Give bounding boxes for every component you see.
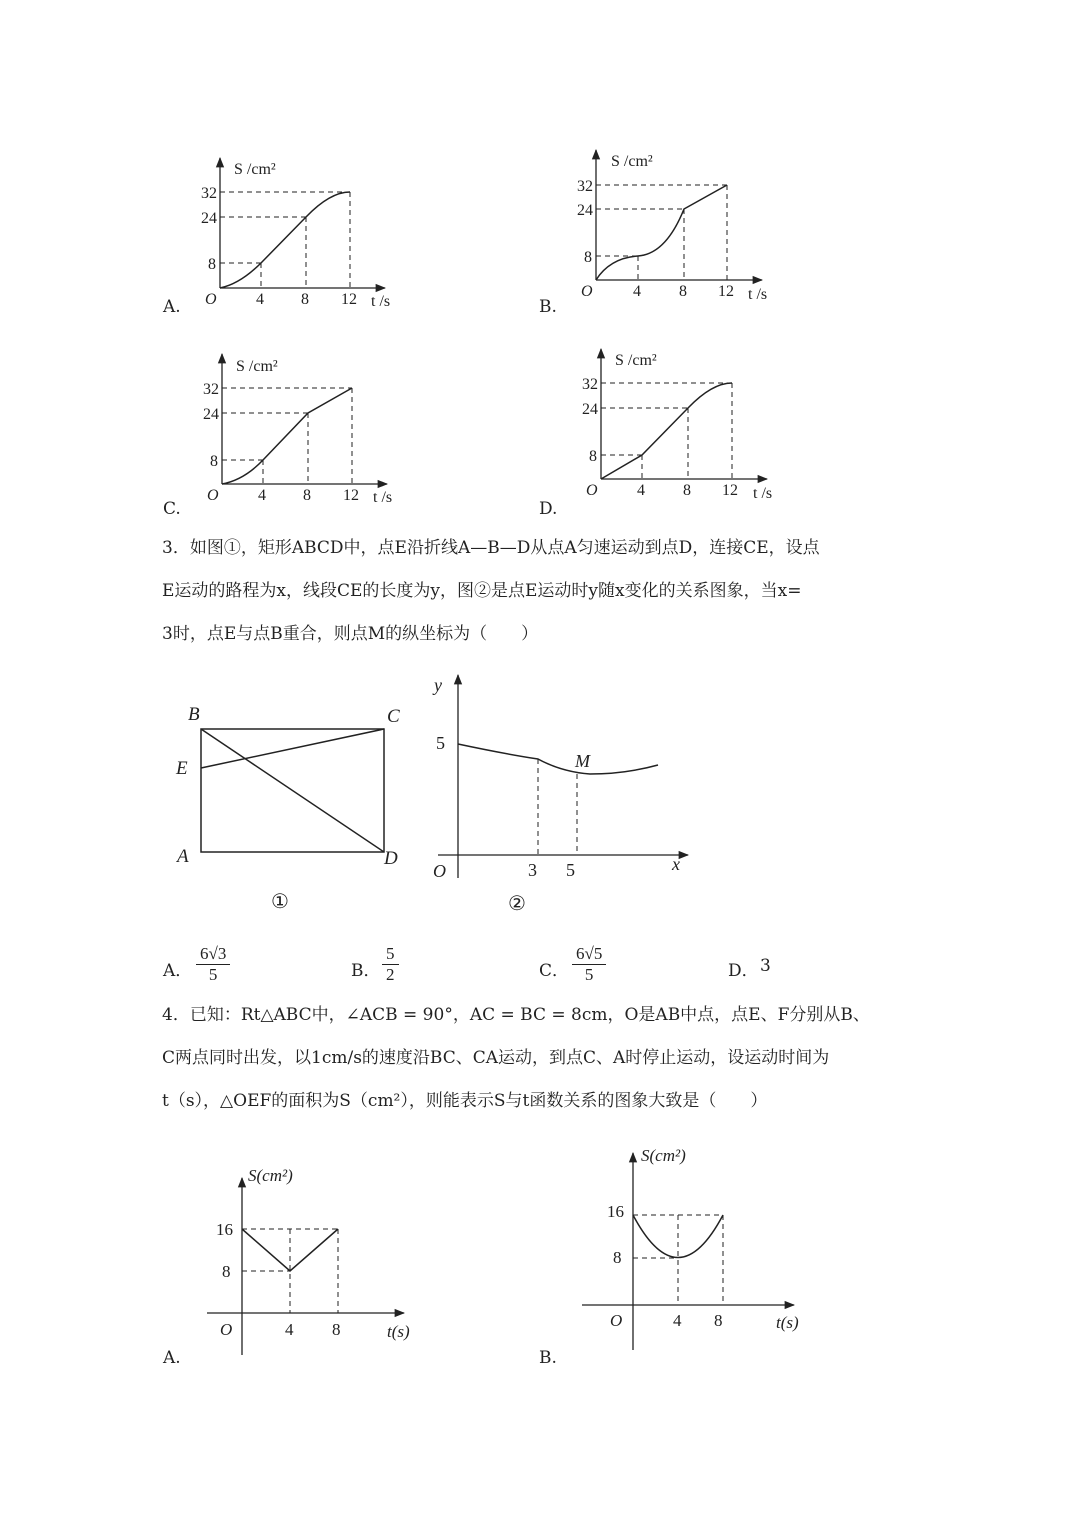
q2d-tick-x-8: 8 (683, 482, 691, 499)
q3-option-c-numerator: 6√5 (572, 944, 606, 965)
q3-label-E: E (176, 758, 188, 779)
q2-option-a-letter: A. (163, 297, 181, 317)
q3-option-a-numerator: 6√3 (196, 944, 230, 965)
q3-option-b-letter: B． (351, 961, 381, 981)
q2d-tick-y-32: 32 (582, 376, 598, 393)
q2a-tick-x-12: 12 (341, 291, 357, 308)
q3-label-B: B (188, 704, 200, 725)
q2b-tick-y-8: 8 (584, 249, 592, 266)
q2a-tick-x-4: 4 (256, 291, 264, 308)
q4b-xlabel: t(s) (776, 1313, 799, 1332)
q3-label-C: C (387, 706, 400, 727)
q3-label-D: D (384, 848, 398, 869)
q2c-tick-x-8: 8 (303, 487, 311, 504)
q2-option-c-letter: C. (163, 499, 181, 519)
q3-option-a-letter: A． (163, 961, 193, 981)
q4b-ylabel: S(cm²) (641, 1146, 686, 1165)
q2a-tick-y-24: 24 (201, 210, 217, 227)
q2d-tick-x-12: 12 (722, 482, 738, 499)
q2d-tick-x-4: 4 (637, 482, 645, 499)
q4a-tick-16: 16 (216, 1220, 233, 1239)
q4b-origin: O (610, 1311, 623, 1330)
q2a-ylabel: S /cm² (234, 161, 276, 178)
q4a-ylabel: S(cm²) (248, 1166, 293, 1185)
q3-fig2-graph (438, 675, 688, 878)
q4a-xlabel: t(s) (387, 1322, 410, 1341)
q2b-tick-y-32: 32 (577, 178, 593, 195)
q3-fig2-caption: ② (508, 891, 526, 915)
q2d-ylabel: S /cm² (615, 352, 657, 369)
q4-line-1: 4．已知：Rt△ABC中，∠ACB = 90°，AC = BC = 8cm，O是AB中点，点E、F分别从B、 (162, 1005, 870, 1025)
q4b-tick-8: 8 (613, 1248, 622, 1267)
q2b-tick-x-8: 8 (679, 283, 687, 300)
q4a-tick-x-4: 4 (285, 1320, 294, 1339)
q2b-xlabel: t /s (748, 286, 768, 303)
q2a-tick-y-8: 8 (208, 256, 216, 273)
q4-option-a-letter: A. (163, 1348, 181, 1368)
q3-option-c-denominator: 5 (584, 965, 594, 984)
q2c-xlabel: t /s (373, 489, 393, 506)
q3-option-b-numerator: 5 (382, 944, 399, 965)
q2b-tick-x-4: 4 (633, 283, 641, 300)
q2b-tick-x-12: 12 (718, 283, 734, 300)
q3-option-b-denominator: 2 (386, 965, 395, 984)
q3-option-d-letter: D． (728, 961, 759, 981)
q3-option-d-value: 3 (760, 956, 771, 976)
q2c-tick-y-24: 24 (203, 406, 219, 423)
q3-fig1-caption: ① (271, 889, 289, 913)
q2a-origin: O (205, 291, 217, 308)
q3-option-c-letter: C． (539, 961, 570, 981)
q2c-tick-y-8: 8 (210, 453, 218, 470)
q3-line-2: E运动的路程为x，线段CE的长度为y，图②是点E运动时y随x变化的关系图象，当x= (162, 581, 802, 601)
q2d-tick-y-8: 8 (589, 448, 597, 465)
q4a-tick-8: 8 (222, 1262, 231, 1281)
q2-option-b-letter: B. (539, 297, 557, 317)
q2b-origin: O (581, 283, 593, 300)
q3-line-1: 3．如图①，矩形ABCD中，点E沿折线A—B—D从点A匀速运动到点D，连接CE，设点 (162, 538, 820, 558)
q2-option-d-letter: D. (539, 499, 558, 519)
q3-option-b-fraction (382, 944, 399, 985)
q4a-tick-x-8: 8 (332, 1320, 341, 1339)
q4b-tick-x-8: 8 (714, 1311, 723, 1330)
q3-x-tick-5: 5 (566, 860, 575, 880)
q4-option-b-letter: B. (539, 1348, 557, 1368)
q4-question (162, 994, 922, 1123)
q3-fig1-rectangle (201, 729, 384, 852)
q2c-tick-x-12: 12 (343, 487, 359, 504)
q4-line-3: t（s），△OEF的面积为S（cm²），则能表示S与t函数关系的图象大致是（ ） (162, 1091, 768, 1111)
q3-label-A: A (177, 846, 189, 867)
q2d-xlabel: t /s (753, 485, 773, 502)
q3-origin: O (433, 861, 446, 881)
q2b-tick-y-24: 24 (577, 202, 593, 219)
q4a-origin: O (220, 1320, 233, 1339)
q2c-tick-y-32: 32 (203, 381, 219, 398)
q4-line-2: C两点同时出发，以1cm/s的速度沿BC、CA运动，到点C、A时停止运动，设运动时间为 (162, 1048, 830, 1068)
q3-option-a-fraction (196, 944, 230, 985)
q3-question (162, 527, 922, 656)
q2d-origin: O (586, 482, 598, 499)
q2c-ylabel: S /cm² (236, 358, 278, 375)
q2c-tick-x-4: 4 (258, 487, 266, 504)
q4-graph-a (207, 1178, 404, 1355)
q3-option-a-denominator: 5 (208, 965, 218, 984)
q3-y-tick-5: 5 (436, 733, 445, 753)
q2a-tick-x-8: 8 (301, 291, 309, 308)
q2a-tick-y-32: 32 (201, 185, 217, 202)
q3-option-c-fraction (572, 944, 606, 985)
q3-y-axis-label: y (434, 675, 442, 695)
q4b-tick-x-4: 4 (673, 1311, 682, 1330)
q4b-tick-16: 16 (607, 1202, 624, 1221)
q3-x-axis-label: x (672, 854, 680, 874)
q2a-xlabel: t /s (371, 293, 391, 310)
q2c-origin: O (207, 487, 219, 504)
q2b-ylabel: S /cm² (611, 153, 653, 170)
q3-x-tick-3: 3 (528, 860, 537, 880)
q2d-tick-y-24: 24 (582, 401, 598, 418)
q3-point-M: M (575, 751, 590, 771)
q3-line-3: 3时，点E与点B重合，则点M的纵坐标为（ ） (162, 624, 539, 644)
